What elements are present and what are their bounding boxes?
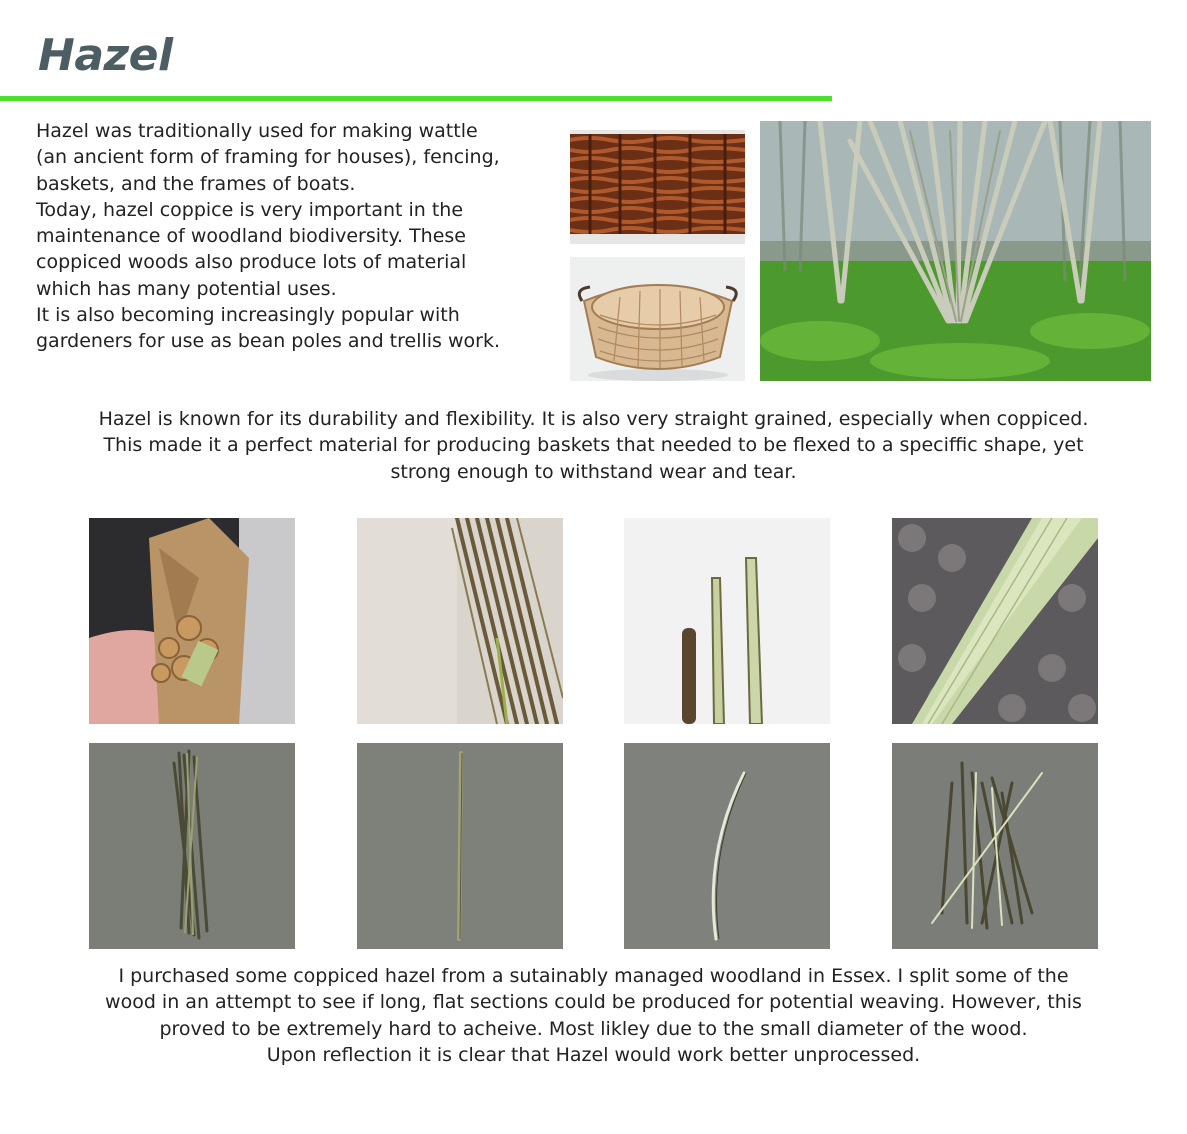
intro-line: maintenance of woodland biodiversity. These — [36, 225, 466, 248]
conclusion-text — [20, 963, 1167, 1068]
conclusion-line: Upon reflection it is clear that Hazel would work better unprocessed. — [266, 1043, 921, 1066]
properties-text — [20, 406, 1167, 485]
single-hazel-rod-photo — [357, 743, 563, 949]
intro-line: coppiced woods also produce lots of material — [36, 251, 467, 274]
curved-split-hazel-photo — [624, 743, 830, 949]
split-hazel-pile-photo — [892, 743, 1098, 949]
conclusion-line: proved to be extremely hard to acheive. Most likley due to the small diameter of the wood. — [159, 1017, 1028, 1040]
split-hazel-photo — [624, 518, 830, 724]
hazel-sticks-bundle-photo — [89, 743, 295, 949]
title-underline — [0, 96, 832, 101]
intro-line: Hazel was traditionally used for making wattle — [36, 120, 478, 142]
conclusion-line: wood in an attempt to see if long, flat sections could be produced for potential weaving. However, this — [105, 991, 1082, 1014]
page-title: Hazel — [38, 30, 173, 81]
intro-line: (an ancient form of framing for houses), fencing, — [36, 146, 500, 169]
conclusion-line: I purchased some coppiced hazel from a sutainably managed woodland in Essex. I split some of the — [118, 965, 1069, 987]
intro-line: which has many potential uses. — [36, 277, 337, 300]
split-hazel-closeup-photo — [892, 518, 1098, 724]
intro-line: baskets, and the frames of boats. — [36, 172, 356, 195]
intro-line: Today, hazel coppice is very important in the — [36, 198, 464, 221]
wattle-fence-photo — [570, 130, 745, 244]
intro-line: gardeners for use as bean poles and trellis work. — [36, 330, 501, 353]
properties-line: This made it a perfect material for producing baskets that needed to be flexed to a speciffic shape, yet — [103, 434, 1084, 457]
properties-line: strong enough to withstand wear and tear. — [390, 460, 797, 483]
hazel-bundle-photo — [89, 518, 295, 724]
properties-line: Hazel is known for its durability and flexibility. It is also very straight grained, especially when coppiced. — [98, 408, 1089, 430]
intro-line: It is also becoming increasingly popular with — [36, 304, 460, 327]
hazel-rods-leaning-photo — [357, 518, 563, 724]
intro-text — [36, 118, 566, 355]
basket-photo — [570, 257, 745, 381]
coppice-woodland-photo — [760, 121, 1151, 381]
